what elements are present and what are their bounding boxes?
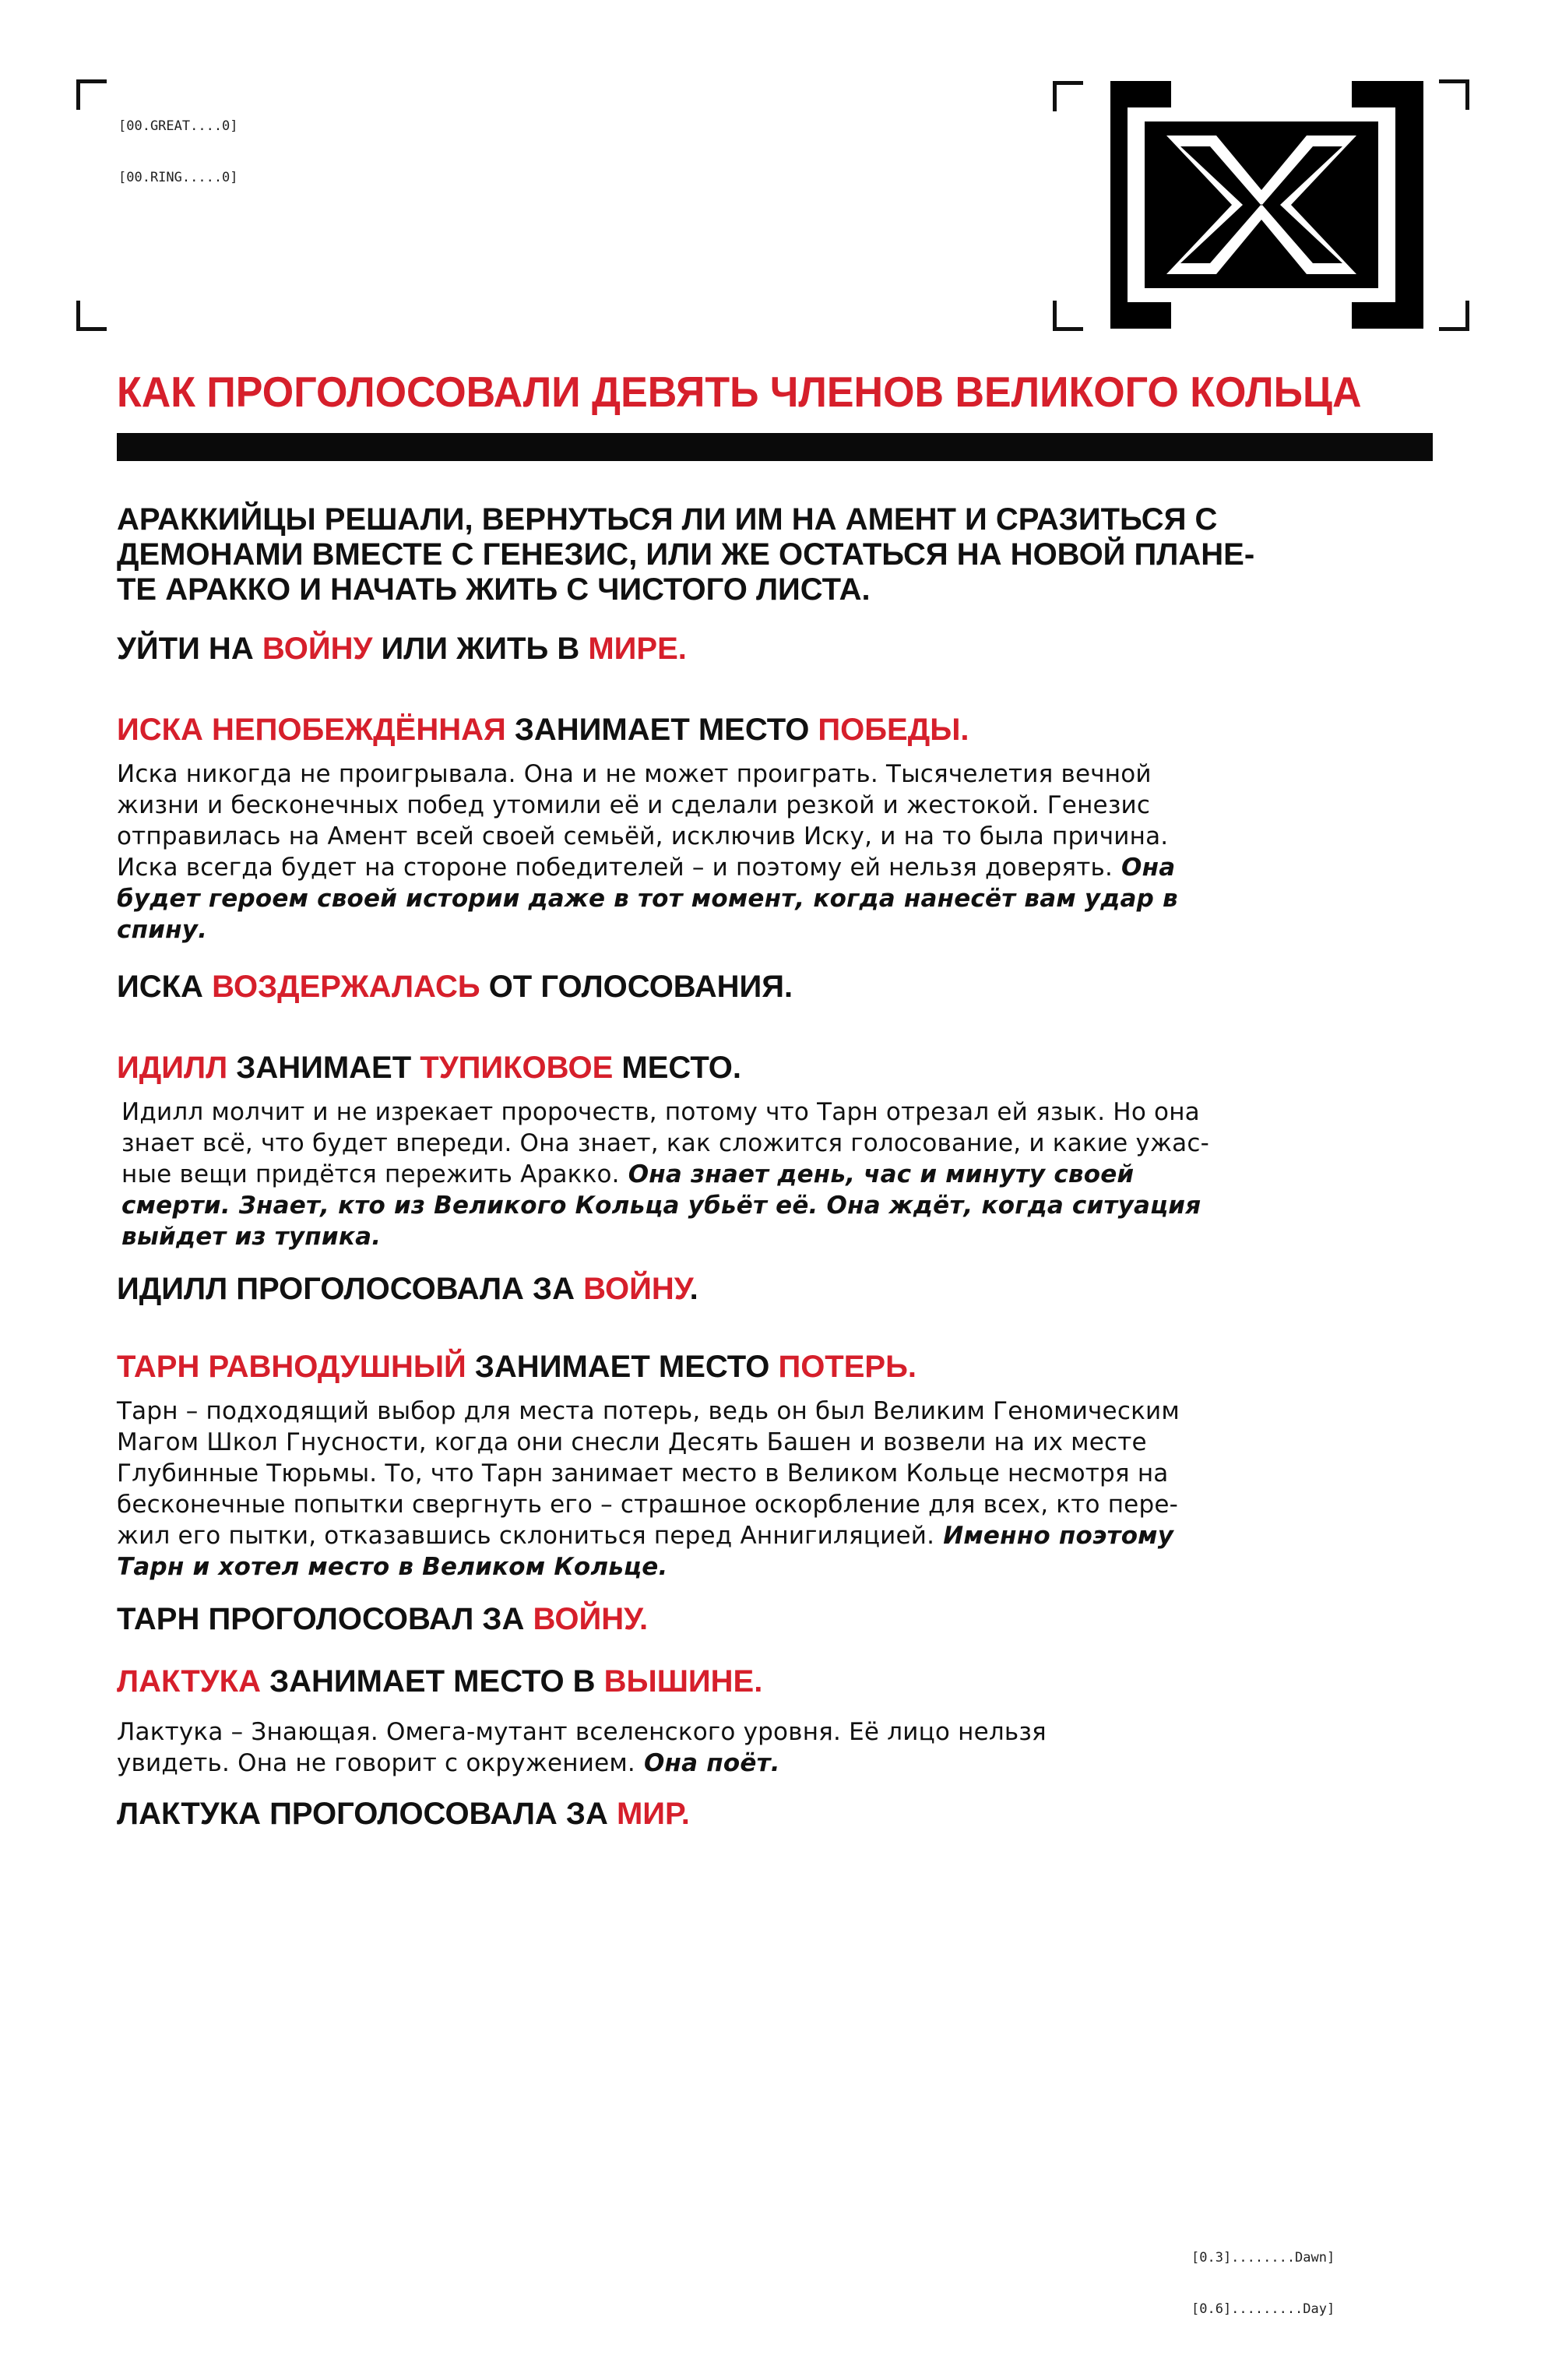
vote-result: ВОЗДЕРЖАЛАСЬ [212, 970, 480, 1004]
page-title: КАК ПРОГОЛОСОВАЛИ ДЕВЯТЬ ЧЛЕНОВ ВЕЛИКОГО КОЛЬЦА [117, 368, 1362, 416]
bio-line: жизни и бесконечных побед утомили её и сделали резкой и жестокой. Генезис [117, 791, 1151, 819]
member-seat: ТУПИКОВОЕ [420, 1051, 614, 1085]
bio-emphasis: Именно поэтому [934, 1522, 1174, 1550]
member-tarn [117, 1349, 1238, 1637]
header-code-line: [00.RING.....0] [118, 170, 238, 185]
member-heading [117, 1664, 1238, 1699]
choice-text: УЙТИ НА [117, 632, 262, 666]
vote-result: ВОЙНУ. [533, 1602, 649, 1636]
bio-line: отправилась на Амент всей своей семьёй, исключив Иску, и на то была причина. [117, 822, 1169, 850]
member-takes: ЗАНИМАЕТ МЕСТО В [260, 1664, 604, 1699]
vote-text: ТАРН ПРОГОЛОСОВАЛ ЗА [117, 1602, 533, 1636]
member-seat: ПОТЕРЬ. [778, 1350, 916, 1384]
member-vote [117, 1601, 1238, 1637]
header-code-line: [00.GREAT....0] [118, 118, 238, 134]
vote-text: ИДИЛЛ ПРОГОЛОСОВАЛА ЗА [117, 1272, 584, 1306]
bio-line: бесконечные попытки свергнуть его – страшное оскорбление для всех, кто пере- [117, 1491, 1178, 1519]
member-name: ТАРН РАВНОДУШНЫЙ [117, 1350, 466, 1384]
intro-paragraph [117, 502, 1255, 607]
member-heading [117, 1050, 1238, 1086]
member-seat-after: МЕСТО. [613, 1051, 741, 1085]
intro-line: ТЕ АРАККО И НАЧАТЬ ЖИТЬ С ЧИСТОГО ЛИСТА. [117, 572, 871, 607]
vote-result: МИР. [616, 1797, 690, 1831]
vote-text: ЛАКТУКА ПРОГОЛОСОВАЛА ЗА [117, 1797, 617, 1831]
member-heading [117, 1349, 1238, 1385]
bio-line: ные вещи придётся пережить Аракко. [121, 1160, 620, 1188]
footer-code-line: [0.6].........Day] [1191, 2301, 1335, 2317]
bio-line: Глубинные Тюрьмы. То, что Тарн занимает место в Великом Кольце несмотря на [117, 1459, 1169, 1488]
footer-code-line: [0.3]........Dawn] [1191, 2250, 1335, 2266]
title-underline-bar [117, 433, 1433, 461]
bio-line: Магом Школ Гнусности, когда они снесли Десять Башен и возвели на их месте [117, 1428, 1147, 1456]
bio-emphasis-line: Тарн и хотел место в Великом Кольце. [117, 1553, 668, 1581]
choice-war: ВОЙНУ [262, 632, 373, 666]
article-body [117, 502, 1255, 1832]
choice-heading [117, 631, 1238, 667]
member-name: ИСКА НЕПОБЕЖДЁННАЯ [117, 713, 506, 747]
member-laktuka [117, 1664, 1238, 1832]
bio-emphasis-line: смерти. Знает, кто из Великого Кольца убьёт её. Она ждёт, когда ситуация [121, 1192, 1201, 1220]
bio-line: Иска никогда не проигрывала. Она и не может проиграть. Тысячелетия вечной [117, 760, 1152, 788]
vote-text: ОТ ГОЛОСОВАНИЯ. [480, 970, 793, 1004]
footer-code [1191, 2215, 1335, 2335]
member-takes: ЗАНИМАЕТ [227, 1051, 420, 1085]
intro-line: АРАККИЙЦЫ РЕШАЛИ, ВЕРНУТЬСЯ ЛИ ИМ НА АМЕНТ И СРАЗИТЬСЯ С [117, 502, 1218, 537]
intro-line: ДЕМОНАМИ ВМЕСТЕ С ГЕНЕЗИС, ИЛИ ЖЕ ОСТАТЬСЯ НА НОВОЙ ПЛАНЕ- [117, 537, 1255, 572]
bio-line: жил его пытки, отказавшись склониться перед Аннигиляцией. [117, 1522, 935, 1550]
member-bio [117, 1097, 1238, 1252]
bio-line: Иска всегда будет на стороне победителей – и поэтому ей нельзя доверять. [117, 854, 1114, 882]
x-logo-icon [1099, 81, 1423, 329]
bio-line: Идилл молчит и не изрекает пророчеств, потому что Тарн отрезал ей язык. Но она [121, 1098, 1200, 1126]
header-code [118, 83, 238, 203]
bio-emphasis: Она знает день, час и минуту своей [619, 1160, 1135, 1188]
vote-text: . [689, 1272, 698, 1306]
member-idill [117, 1050, 1238, 1307]
member-takes: ЗАНИМАЕТ МЕСТО [505, 713, 818, 747]
logo-corner-top-left [1053, 81, 1083, 111]
frame-corner-top-right [1439, 79, 1469, 110]
bio-emphasis: Она поёт. [635, 1749, 780, 1777]
bio-emphasis-line: спину. [117, 916, 208, 944]
member-heading [117, 712, 1238, 748]
member-name: ЛАКТУКА [117, 1664, 261, 1699]
frame-corner-bottom-left [76, 301, 107, 331]
frame-corner-top-left [76, 79, 107, 110]
logo-corner-bottom-left [1053, 301, 1083, 331]
bio-emphasis-line: будет героем своей истории даже в тот момент, когда нанесёт вам удар в [117, 885, 1178, 913]
member-bio [117, 1396, 1238, 1583]
choice-peace: МИРЕ. [588, 632, 687, 666]
member-name: ИДИЛЛ [117, 1051, 228, 1085]
member-vote [117, 969, 1238, 1005]
member-seat: ПОБЕДЫ. [818, 713, 969, 747]
member-takes: ЗАНИМАЕТ МЕСТО [466, 1350, 779, 1384]
frame-corner-bottom-right [1439, 301, 1469, 331]
bio-line: Лактука – Знающая. Омега-мутант вселенского уровня. Её лицо нельзя [117, 1718, 1047, 1746]
member-iska [117, 712, 1238, 1005]
member-seat: ВЫШИНЕ. [603, 1664, 763, 1699]
member-vote [117, 1271, 1238, 1307]
bio-emphasis-line: выйдет из тупика. [121, 1223, 382, 1251]
bio-line: Тарн – подходящий выбор для места потерь, ведь он был Великим Геномическим [117, 1397, 1180, 1425]
bio-emphasis: Она [1113, 854, 1176, 882]
member-bio [117, 759, 1238, 945]
bio-line: увидеть. Она не говорит с окружением. [117, 1749, 635, 1777]
member-bio [117, 1716, 1238, 1779]
choice-text: ИЛИ ЖИТЬ В [372, 632, 589, 666]
member-vote [117, 1796, 1238, 1832]
vote-text: ИСКА [117, 970, 213, 1004]
bio-line: знает всё, что будет впереди. Она знает, как сложится голосование, и какие ужас- [121, 1129, 1209, 1157]
vote-result: ВОЙНУ [583, 1272, 690, 1306]
